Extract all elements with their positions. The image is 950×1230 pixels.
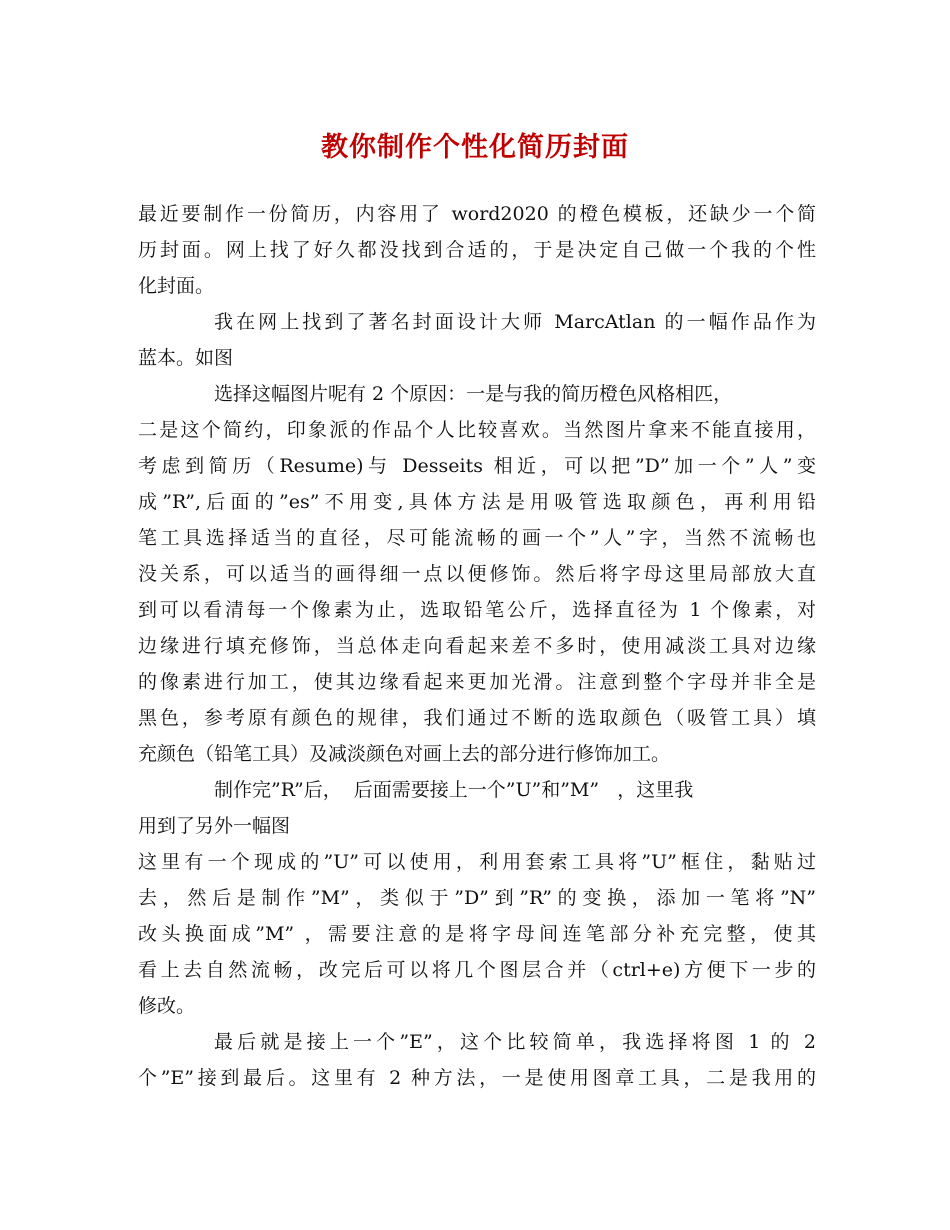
text-line: 考虑到简历（Resume)与 Desseits 相近，可以把”D”加一个”人”变 xyxy=(138,455,816,477)
text-line: 笔工具选择适当的直径，尽可能流畅的画一个”人”字，当然不流畅也 xyxy=(138,527,816,549)
text-line: 到可以看清每一个像素为止，选取铅笔公斤，选择直径为 1 个像素，对 xyxy=(138,599,816,621)
document-body xyxy=(138,196,816,1096)
text-line: 看上去自然流畅，改完后可以将几个图层合并（ctrl+e)方便下一步的 xyxy=(138,959,816,981)
text-line: 修改。 xyxy=(138,995,196,1017)
text-line: 选择这幅图片呢有 2 个原因：一是与我的简历橙色风格相匹， xyxy=(214,383,733,405)
text-line: 化封面。 xyxy=(138,275,215,297)
text-line: 用到了另外一幅图 xyxy=(138,815,291,837)
text-line: 个”E”接到最后。这里有 2 种方法，一是使用图章工具，二是我用的 xyxy=(138,1067,816,1089)
text-line: 去，然后是制作”M”，类似于”D”到”R”的变换，添加一笔将”N” xyxy=(138,887,816,909)
text-line: 充颜色（铅笔工具）及减淡颜色对画上去的部分进行修饰加工。 xyxy=(138,743,671,765)
text-line: 历封面。网上找了好久都没找到合适的，于是决定自己做一个我的个性 xyxy=(138,239,816,261)
text-line: 最近要制作一份简历，内容用了 word2020 的橙色模板，还缺少一个简 xyxy=(138,203,816,225)
text-line: 成”R”,后面的”es”不用变,具体方法是用吸管选取颜色，再利用铅 xyxy=(138,491,816,513)
text-line: 制作完”R”后， 后面需要接上一个”U”和”M” ，这里我 xyxy=(214,779,694,801)
text-line: 二是这个简约，印象派的作品个人比较喜欢。当然图片拿来不能直接用， xyxy=(138,419,816,441)
text-line: 黑色，参考原有颜色的规律，我们通过不断的选取颜色（吸管工具）填 xyxy=(138,707,816,729)
text-line: 最后就是接上一个”E”，这个比较简单，我选择将图 1 的 2 xyxy=(214,1031,816,1053)
text-line: 我在网上找到了著名封面设计大师 MarcAtlan 的一幅作品作为 xyxy=(214,311,816,333)
text-line: 没关系，可以适当的画得细一点以便修饰。然后将字母这里局部放大直 xyxy=(138,563,816,585)
text-line: 改头换面成”M” ，需要注意的是将字母间连笔部分补充完整，使其 xyxy=(138,923,816,945)
text-line: 这里有一个现成的”U”可以使用，利用套索工具将”U”框住，黏贴过 xyxy=(138,851,816,873)
text-line: 边缘进行填充修饰，当总体走向看起来差不多时，使用减淡工具对边缘 xyxy=(138,635,816,657)
text-line: 蓝本。如图 xyxy=(138,347,234,369)
document-title: 教你制作个性化简历封面 xyxy=(321,132,629,163)
text-line: 的像素进行加工，使其边缘看起来更加光滑。注意到整个字母并非全是 xyxy=(138,671,816,693)
